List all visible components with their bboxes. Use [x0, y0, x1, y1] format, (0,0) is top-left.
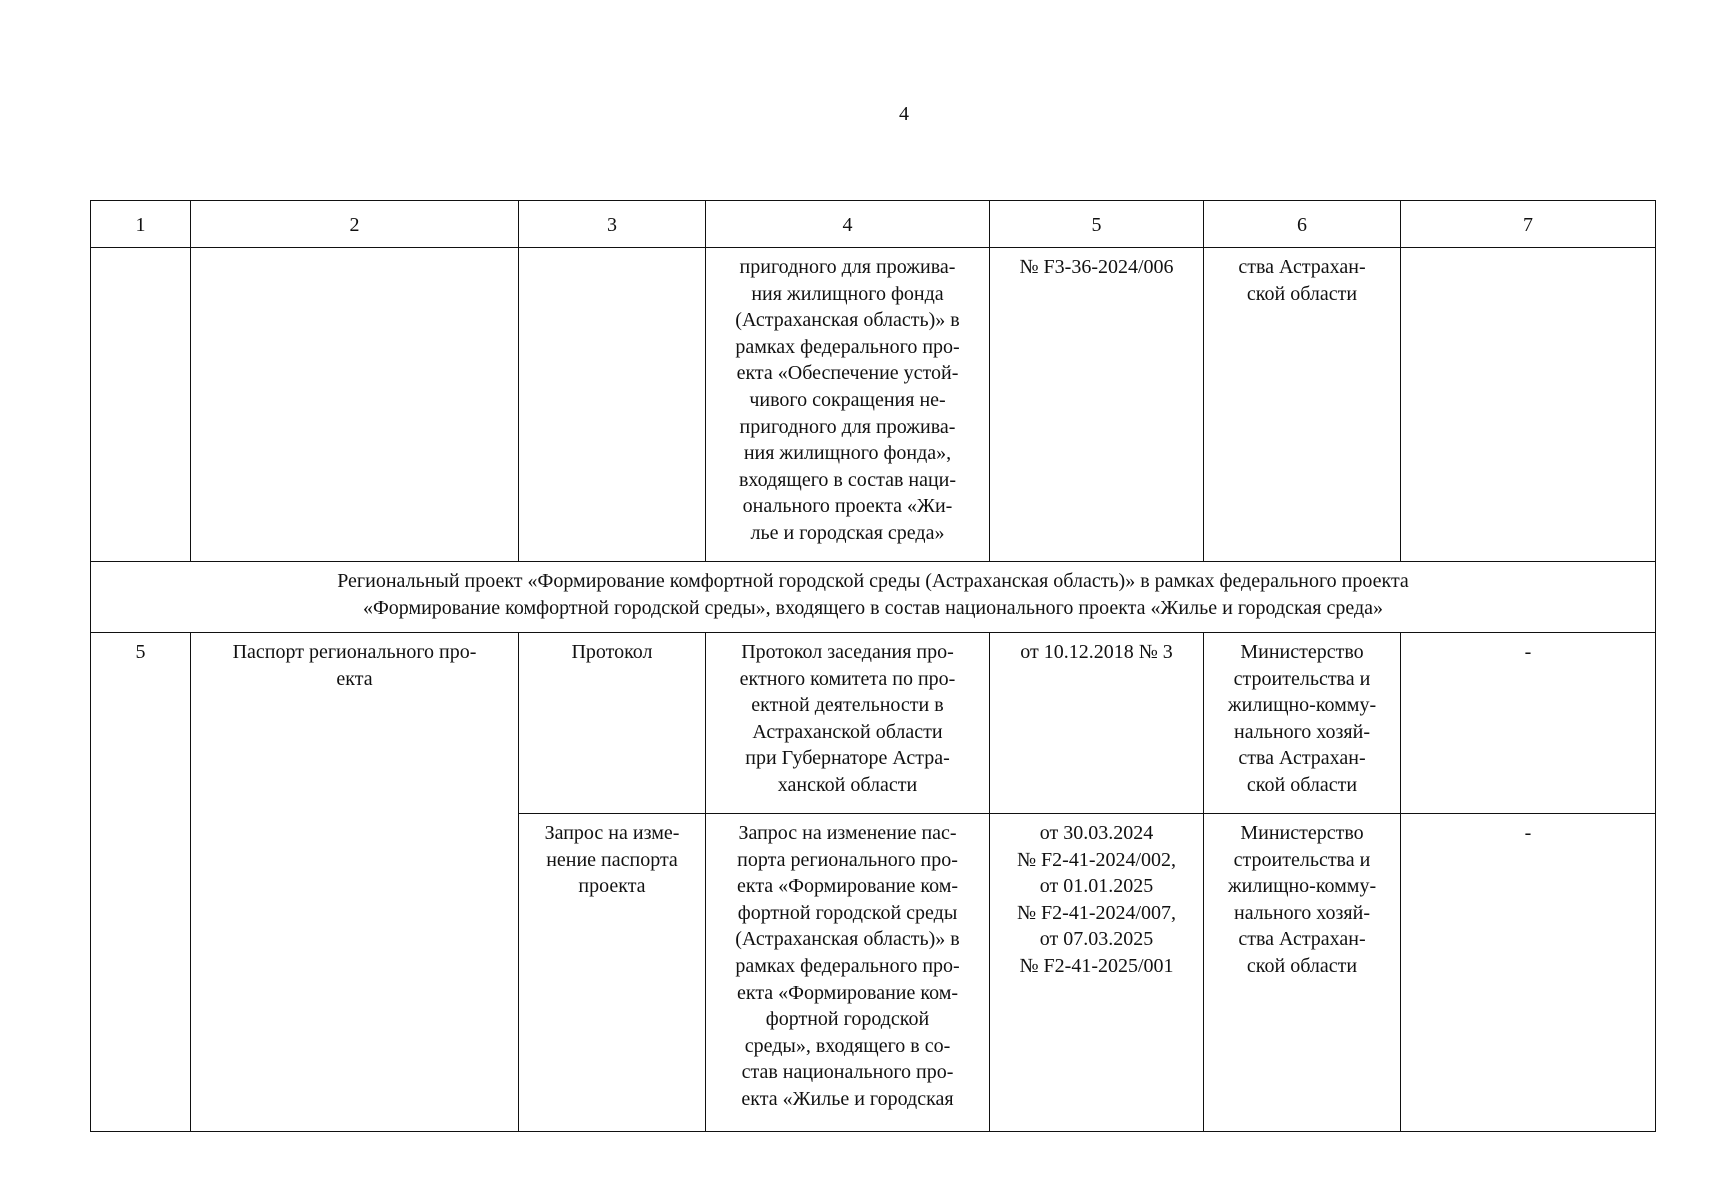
cell-responsible: Министерство строительства и жилищно-комму- нального хозяй- ства Астрахан- ской области	[1204, 633, 1401, 814]
cell-doc-type: Протокол	[519, 633, 706, 814]
cell-name: Паспорт регионального про- екта	[191, 633, 519, 1132]
cell-details: от 10.12.2018 № 3	[990, 633, 1204, 814]
registry-table	[90, 200, 1656, 1132]
header-cell: 2	[191, 201, 519, 248]
header-cell: 6	[1204, 201, 1401, 248]
cell-number	[91, 248, 191, 562]
cell-details: от 30.03.2024 № F2-41-2024/002, от 01.01.2025 № F2-41-2024/007, от 07.03.2025 № F2-41-2025/001	[990, 814, 1204, 1132]
table-row-continued	[91, 248, 1656, 562]
cell-description: Протокол заседания про- ектного комитета по про- ектной деятельности в Астраханской области при Губернаторе Астра- ханской области	[706, 633, 990, 814]
header-cell: 3	[519, 201, 706, 248]
table-row	[91, 633, 1656, 814]
cell-number: 5	[91, 633, 191, 1132]
cell-doc-type: Запрос на изме- нение паспорта проекта	[519, 814, 706, 1132]
cell-responsible: ства Астрахан- ской области	[1204, 248, 1401, 562]
cell-description: Запрос на изменение пас- порта регионального про- екта «Формирование ком- фортной городской среды (Астраханская область)» в рамках федерального про- екта «Формирование ком- фортной городской среды», входящего в со- став национального про- екта «Жилье и городская	[706, 814, 990, 1132]
page-number: 4	[899, 103, 909, 125]
cell-doc-type	[519, 248, 706, 562]
cell-note	[1401, 248, 1656, 562]
cell-details: № F3-36-2024/006	[990, 248, 1204, 562]
table-header-row	[91, 201, 1656, 248]
section-heading: Региональный проект «Формирование комфортной городской среды (Астраханская область)» в рамках федерального проекта «Формирование комфортной городской среды», входящего в состав национального проекта «Жилье и городская среда»	[91, 562, 1656, 633]
cell-note: -	[1401, 633, 1656, 814]
header-cell: 5	[990, 201, 1204, 248]
cell-description: пригодного для прожива- ния жилищного фонда (Астраханская область)» в рамках федерального про- екта «Обеспечение устой- чивого сокращения не- пригодного для прожива- ния жилищного фонда», входящего в состав наци- онального проекта «Жи- лье и городская среда»	[706, 248, 990, 562]
header-cell: 1	[91, 201, 191, 248]
cell-responsible: Министерство строительства и жилищно-комму- нального хозяй- ства Астрахан- ской области	[1204, 814, 1401, 1132]
header-cell: 4	[706, 201, 990, 248]
section-heading-row	[91, 562, 1656, 633]
cell-name	[191, 248, 519, 562]
cell-note: -	[1401, 814, 1656, 1132]
header-cell: 7	[1401, 201, 1656, 248]
